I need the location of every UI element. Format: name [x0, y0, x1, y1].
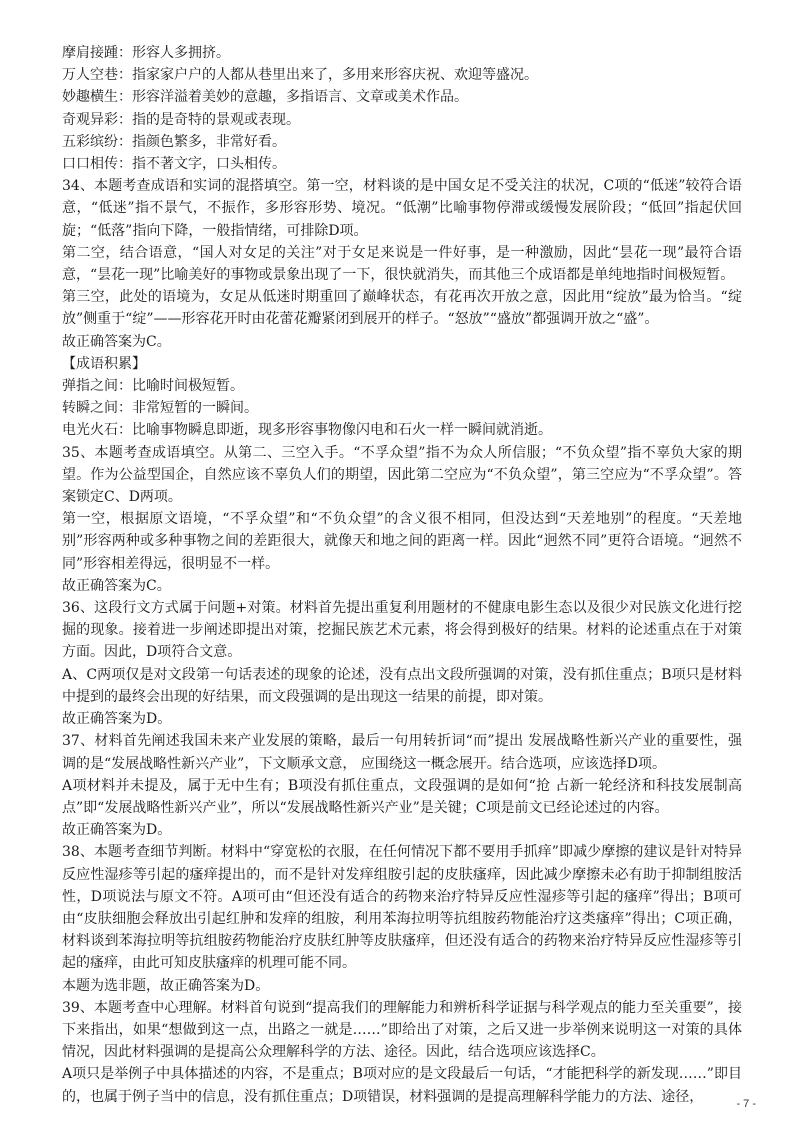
text-line: 摩肩接踵：形容人多拥挤。: [62, 45, 230, 61]
question-39-paragraph: 39、本题考查中心理解。材料首句说到“提高我们的理解能力和辨析科学证据与科学观点的能力至关重要”，接下来指出，如果“想做到这一点，出路之一就是……”即给出了对策，之后又进一步举例来说明这一对策的具体情况，因此材料强调的是提高公众理解科学的方法、途径。因此，结合选项应该选择C。: [62, 999, 742, 1061]
text-line: 口口相传：指不著文字，口头相传。: [62, 156, 286, 173]
text-line: 五彩缤纷：指颜色繁多，非常好看。: [62, 133, 286, 150]
answer-line: 本题为选非题，故正确答案为D。: [62, 977, 270, 994]
question-38-paragraph: 38、本题考查细节判断。材料中“穿宽松的衣服，在任何情况下都不要用手抓痒”即减少摩擦的建议是针对特异反应性湿疹等引起的瘙痒提出的，而不是针对发痒组胺引起的皮肤瘙痒，因此减少摩擦未必有助于抑制组胺活性，D项说法与原文不符。A项可由“但还没有适合的药物来治疗特异反应性湿疹等引起的瘙痒”得出；B项可由“皮肤细胞会释放出引起红肿和发痒的组胺，利用苯海拉明等抗组胺药物能治疗这类瘙痒”得出；C项正确，材料谈到苯海拉明等抗组胺药物能治疗皮肤红肿等皮肤瘙痒，但还没有适合的药物来治疗特异反应性湿疹等引起的瘙痒，由此可知皮肤瘙痒的机理可能不同。: [62, 844, 742, 972]
text-paragraph: 第二空，结合语意，“国人对女足的关注”对于女足来说是一件好事，是一种激励，因此“昙花一现”最符合语意，“昙花一现”比喻美好的事物或景象出现了一下，很快就消失，而其他三个成语都是单纯地指时间极短暂。: [62, 244, 742, 284]
text-paragraph: 第三空，此处的语境为，女足从低迷时期重回了巅峰状态，有花再次开放之意，因此用“绽放”最为恰当。“绽放”侧重于“绽”——形容花开时由花蕾花瓣紧闭到展开的样子。“怒放”“盛放”都强调开放之“盛”。: [62, 289, 742, 328]
section-heading: 【成语积累】: [62, 355, 146, 372]
text-line: 万人空巷：指家家户户的人都从巷里出来了，多用来形容庆祝、欢迎等盛况。: [62, 67, 538, 84]
page-number: - 7 -: [736, 1098, 756, 1110]
question-34-paragraph: 34、本题考查成语和实词的混搭填空。第一空，材料谈的是中国女足不受关注的状况，C项的“低迷”较符合语意，“低迷”指不景气，不振作，多形容形势、境况。“低潮”比喻事物停滞或缓慢发展阶段；“低回”指起伏回旋；“低落”指向下降，一般指情绪，可排除D项。: [62, 178, 742, 239]
text-line: 奇观异彩：指的是奇特的景观或表现。: [62, 111, 300, 128]
text-paragraph: 第一空，根据原文语境，“不孚众望”和“不负众望”的含义很不相同，但没达到“天差地别”的程度。“天差地别”形容两种或多种事物之间的差距很大，就像天和地之间的距离一样。因此“迥然不同”更符合语境。“迥然不同”形容相差得远，很明显不一样。: [62, 511, 742, 572]
text-line: 转瞬之间：非常短暂的一瞬间。: [62, 400, 258, 417]
question-35-paragraph: 35、本题考查成语填空。从第二、三空入手。“不孚众望”指不为众人所信服；“不负众望”指不辜负大家的期望。作为公益型国企，自然应该不辜负人们的期望，因此第二空应为“不负众望”，第三空应为“不孚众望”。答案锁定C、D两项。: [62, 444, 742, 506]
answer-line: 故正确答案为D。: [62, 711, 172, 728]
answer-line: 故正确答案为C。: [62, 577, 171, 594]
text-paragraph: A、C两项仅是对文段第一句话表述的现象的论述，没有点出文段所强调的对策，没有抓住重点；B项只是材料中提到的最终会出现的好结果，而文段强调的是出现这一结果的前提，即对策。: [62, 666, 742, 705]
answer-line: 故正确答案为D。: [62, 822, 172, 839]
question-36-paragraph: 36、这段行文方式属于问题+对策。材料首先提出重复利用题材的不健康电影生态以及很少对民族文化进行挖掘的现象。接着进一步阐述即提出对策，挖掘民族艺术元素，将会得到极好的结果。材料的论述重点在于对策方面。因此，D项符合文意。: [62, 600, 742, 661]
text-line: 妙趣横生：形容洋溢着美妙的意趣，多指语言、文章或美术作品。: [62, 89, 468, 106]
question-37-paragraph: 37、材料首先阐述我国未来产业发展的策略，最后一句用转折词“而”提出 发展战略性新兴产业的重要性，强调的是“发展战略性新兴产业”，下文顺承文意， 应围绕这一概念展开。结合选项，应该选择D项。: [62, 733, 742, 772]
text-paragraph: A项只是举例子中具体描述的内容，不是重点；B项对应的是文段最后一句话，“才能把科学的新发现……”即目的，也属于例子当中的信息，没有抓住重点；D项错误，材料强调的是提高理解科学能力的方法、途径，: [62, 1066, 742, 1105]
answer-line: 故正确答案为C。: [62, 333, 171, 350]
text-paragraph: A项材料并未提及，属于无中生有；B项没有抓住重点，文段强调的是如何“抢 占新一轮经济和科技发展制高点”即“发展战略性新兴产业”，所以“发展战略性新兴产业”是关键；C项是前文已经论述过的内容。: [62, 777, 742, 816]
answer-explanation-text: [62, 42, 742, 1108]
text-line: 弹指之间：比喻时间极短暂。: [62, 378, 244, 395]
text-line: 电光火石：比喻事物瞬息即逝，现多形容事物像闪电和石火一样一瞬间就消逝。: [62, 422, 552, 439]
